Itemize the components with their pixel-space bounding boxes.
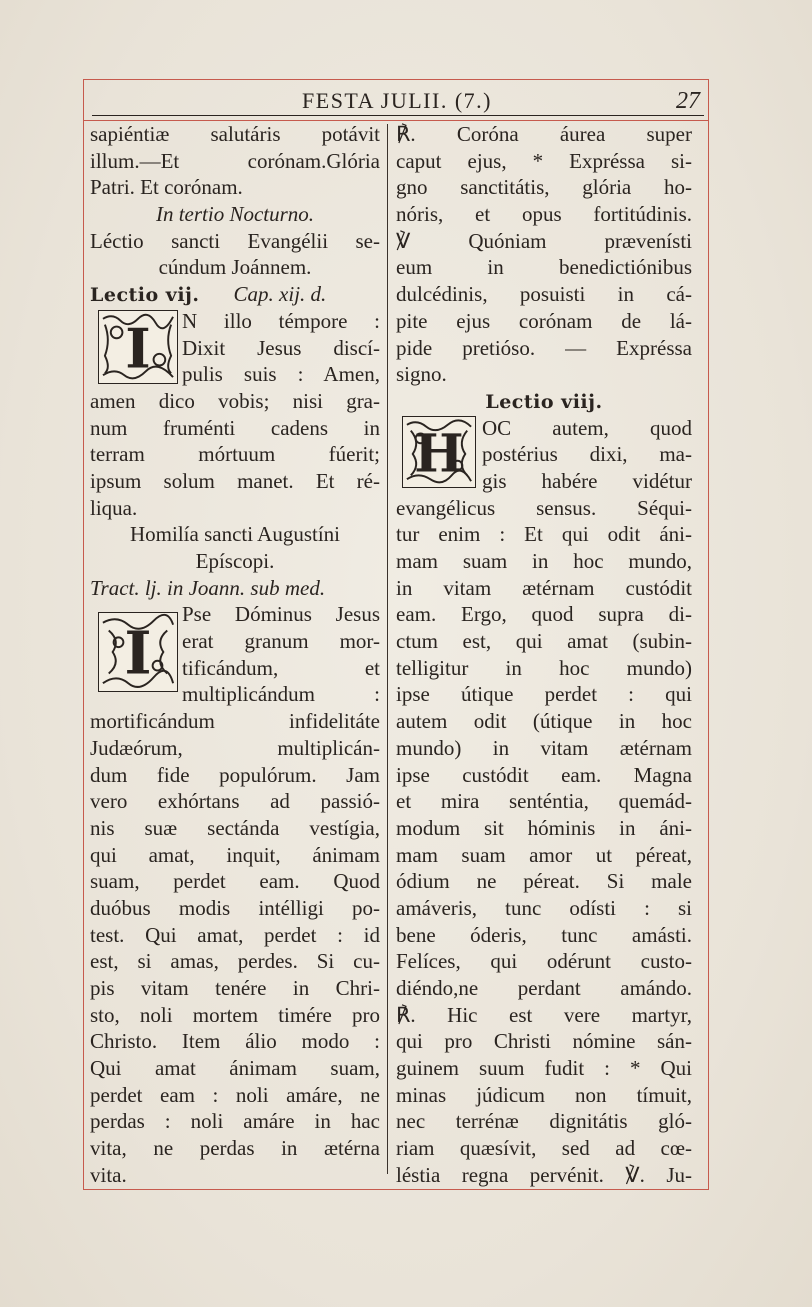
text-line: Christo. Item álio modo : xyxy=(90,1029,380,1054)
chapter-reference: Cap. xij. d. xyxy=(233,282,327,307)
text-line: evangélicus sensus. Séqui- xyxy=(396,495,692,520)
text-line: mam suam in hoc mundo, xyxy=(396,549,692,573)
text-line: ctum est, qui amat (subin- xyxy=(396,629,692,654)
nocturn-heading: In tertio Nocturno. xyxy=(155,202,315,227)
text-line: Dixit Jesus discí- xyxy=(182,335,380,360)
responsory-line: ℟. Hic est vere martyr, xyxy=(396,1002,692,1027)
text-line: N illo témpore : xyxy=(182,308,380,333)
text-line: Pse Dóminus Jesus xyxy=(182,602,380,627)
text-line: bene óderis, tunc amásti. xyxy=(396,922,692,947)
text-line: num fruménti cadens in xyxy=(90,415,380,440)
drop-cap-initial-i xyxy=(98,310,178,384)
drop-cap-initial-i xyxy=(98,612,178,692)
text-line: sapiéntiæ salutáris potávit xyxy=(90,122,380,146)
text-line: Felíces, qui odérunt custo- xyxy=(396,949,692,974)
page-number: 27 xyxy=(676,88,700,114)
column-divider xyxy=(387,124,388,1174)
text-line: tur enim : Et qui odit áni- xyxy=(396,522,692,547)
text-line: in vitam ætérnam custódit xyxy=(396,575,692,600)
lectio-heading xyxy=(396,388,692,415)
text-line: gno sanctitátis, glória ho- xyxy=(396,175,692,200)
text-line: perdas : noli amáre in hac xyxy=(90,1109,380,1134)
text-line: ódium ne péreat. Si male xyxy=(396,869,692,894)
text-line: vita, ne perdas in ætérna xyxy=(90,1136,380,1161)
text-line: pis vitam tenére in Chri- xyxy=(90,976,380,1000)
text-line: multiplicándum : xyxy=(182,682,380,707)
text-line: liqua. xyxy=(90,495,138,520)
text-line: ipsum solum manet. Et ré- xyxy=(90,468,380,493)
text-line: amen dico vobis; nisi gra- xyxy=(90,388,380,413)
text-line: Patri. Et corónam. xyxy=(90,175,243,200)
text-line: sto, noli mortem timére pro xyxy=(90,1002,380,1027)
text-line: postérius dixi, ma- xyxy=(482,442,692,467)
text-line: est, si amas, perdes. Si cu- xyxy=(90,949,380,974)
text-line: pulis suis : Amen, xyxy=(182,362,380,387)
text-line: mundo) in vitam ætérnam xyxy=(396,735,692,760)
text-line: tificándum, et xyxy=(182,655,380,680)
text-line: signo. xyxy=(396,362,447,387)
text-line: erat granum mor- xyxy=(182,629,380,654)
text-line: et mira senténtia, quemád- xyxy=(396,789,692,814)
lectio-label: Lectio viij. xyxy=(485,390,603,413)
text-line: nis suæ sectánda vestígia, xyxy=(90,815,380,840)
text-line: riam quæsívit, sed ad cœ- xyxy=(396,1136,692,1161)
text-line: telligitur in hoc mundo) xyxy=(396,655,692,680)
text-line: Qui amat ánimam suam, xyxy=(90,1056,380,1081)
text-line: caput ejus, * Expréssa si- xyxy=(396,148,692,173)
drop-cap-letter: I xyxy=(125,316,151,381)
text-line: autem odit (útique in hoc xyxy=(396,709,692,734)
text-line: illum.—Et corónam.Glória xyxy=(90,148,380,173)
tract-reference: Tract. lj. in Joann. sub med. xyxy=(90,575,326,600)
text-line: Judæórum, multiplicán- xyxy=(90,735,380,760)
text-line: pite ejus corónam de lá- xyxy=(396,308,692,333)
text-line: modum sit hóminis in áni- xyxy=(396,815,692,840)
text-line: léstia regna pervénit. ℣. Ju- xyxy=(396,1162,692,1187)
text-line: diéndo,ne perdant amándo. xyxy=(396,976,692,1000)
drop-cap-letter: H xyxy=(414,423,464,485)
header-underline xyxy=(92,115,704,116)
drop-cap-letter: I xyxy=(124,618,152,688)
versicle-line: ℣ Quóniam prævenísti xyxy=(396,228,692,253)
text-line: vero exhórtans ad passió- xyxy=(90,789,380,814)
text-line: OC autem, quod xyxy=(482,415,692,440)
lectio-heading xyxy=(90,281,380,308)
text-line: dulcédinis, posuisti in cá- xyxy=(396,282,692,307)
text-line: vita. xyxy=(90,1162,127,1187)
responsory-line: ℟. Coróna áurea super xyxy=(396,122,692,146)
text-line: ipse útique perdet : qui xyxy=(396,682,692,707)
text-line: duóbus modis intélligi po- xyxy=(90,895,380,920)
homily-heading: Epíscopi. xyxy=(195,549,275,573)
text-line: nóris, et opus fortitúdinis. xyxy=(396,202,692,227)
text-line: qui amat, inquit, ánimam xyxy=(90,842,380,867)
text-line: suam, perdet eam. Quod xyxy=(90,869,380,894)
text-line: terram mórtuum fúerit; xyxy=(90,442,380,467)
header-title: FESTA JULII. (7.) xyxy=(302,88,492,113)
text-line: mam suam amor ut péreat, xyxy=(396,842,692,867)
lectio-label: Lectio vij. xyxy=(90,284,200,307)
text-line: minas júdicum non tímuit, xyxy=(396,1082,692,1107)
text-line: mortificándum infidelitáte xyxy=(90,709,380,734)
text-line: guinem suum fudit : * Qui xyxy=(396,1056,692,1081)
text-line: ipse custódit eam. Magna xyxy=(396,762,692,787)
text-line: eum in benedictiónibus xyxy=(396,255,692,280)
text-line: qui pro Christi nómine sán- xyxy=(396,1029,692,1054)
running-header xyxy=(90,86,704,116)
right-column xyxy=(396,121,692,1189)
text-line: eam. Ergo, quod supra di- xyxy=(396,602,692,627)
homily-heading: Homilía sancti Augustíni xyxy=(130,522,340,547)
text-line: perdet eam : noli amáre, ne xyxy=(90,1082,380,1107)
text-line: dum fide populórum. Jam xyxy=(90,762,380,787)
text-line: Léctio sancti Evangélii se- xyxy=(90,228,380,253)
text-line: test. Qui amat, perdet : id xyxy=(90,922,380,947)
text-line: amáveris, tunc odísti : si xyxy=(396,895,692,920)
text-line: gis habére vidétur xyxy=(482,468,692,493)
text-line: cúndum Joánnem. xyxy=(158,255,312,280)
text-line: pide pretióso. — Expréssa xyxy=(396,335,692,360)
text-line: nec terrénæ dignitátis gló- xyxy=(396,1109,692,1134)
